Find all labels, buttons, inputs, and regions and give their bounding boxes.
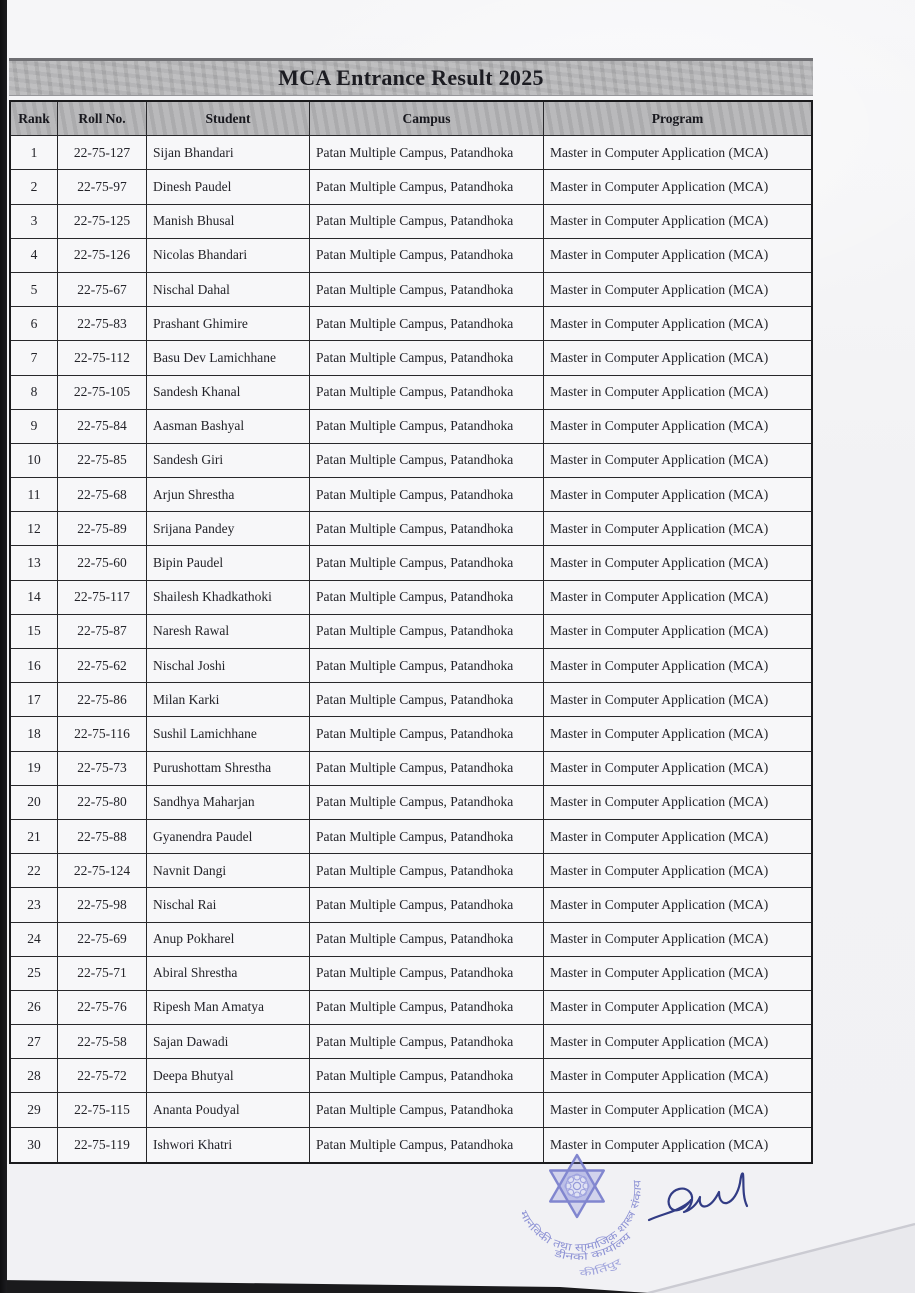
- student-cell: Deepa Bhutyal: [147, 1059, 310, 1093]
- program-cell: Master in Computer Application (MCA): [544, 752, 811, 786]
- column-header-rank: Rank: [11, 102, 58, 136]
- program-cell: Master in Computer Application (MCA): [544, 341, 811, 375]
- student-cell: Sandesh Khanal: [147, 376, 310, 410]
- office-stamp: [517, 1155, 644, 1279]
- roll-cell: 22-75-116: [58, 717, 147, 751]
- roll-cell: 22-75-73: [58, 752, 147, 786]
- rank-cell: 17: [11, 683, 58, 717]
- student-cell: Sandesh Giri: [147, 444, 310, 478]
- stamp-arc-text: मानविकी तथा सामाजिक शास्त्र संकाय: [517, 1181, 644, 1255]
- rank-cell: 22: [11, 854, 58, 888]
- campus-cell: Patan Multiple Campus, Patandhoka: [310, 888, 544, 922]
- program-cell: Master in Computer Application (MCA): [544, 410, 811, 444]
- rank-cell: 7: [11, 341, 58, 375]
- program-cell: Master in Computer Application (MCA): [544, 957, 811, 991]
- student-cell: Sandhya Maharjan: [147, 786, 310, 820]
- scan-edge-bottom: [0, 1280, 650, 1293]
- campus-cell: Patan Multiple Campus, Patandhoka: [310, 444, 544, 478]
- student-cell: Nischal Joshi: [147, 649, 310, 683]
- campus-cell: Patan Multiple Campus, Patandhoka: [310, 854, 544, 888]
- svg-text:डीनको कार्यालय: [552, 1231, 634, 1263]
- student-cell: Shailesh Khadkathoki: [147, 581, 310, 615]
- document-title: MCA Entrance Result 2025: [278, 65, 544, 90]
- roll-cell: 22-75-89: [58, 512, 147, 546]
- rank-cell: 25: [11, 957, 58, 991]
- campus-cell: Patan Multiple Campus, Patandhoka: [310, 546, 544, 580]
- roll-cell: 22-75-69: [58, 923, 147, 957]
- rank-cell: 10: [11, 444, 58, 478]
- program-cell: Master in Computer Application (MCA): [544, 581, 811, 615]
- six-pointed-star-icon: [550, 1155, 604, 1217]
- student-cell: Naresh Rawal: [147, 615, 310, 649]
- campus-cell: Patan Multiple Campus, Patandhoka: [310, 170, 544, 204]
- program-cell: Master in Computer Application (MCA): [544, 854, 811, 888]
- student-cell: Sajan Dawadi: [147, 1025, 310, 1059]
- program-cell: Master in Computer Application (MCA): [544, 273, 811, 307]
- student-cell: Srijana Pandey: [147, 512, 310, 546]
- campus-cell: Patan Multiple Campus, Patandhoka: [310, 1059, 544, 1093]
- student-cell: Gyanendra Paudel: [147, 820, 310, 854]
- roll-cell: 22-75-68: [58, 478, 147, 512]
- campus-cell: Patan Multiple Campus, Patandhoka: [310, 820, 544, 854]
- campus-cell: Patan Multiple Campus, Patandhoka: [310, 923, 544, 957]
- roll-cell: 22-75-60: [58, 546, 147, 580]
- roll-cell: 22-75-62: [58, 649, 147, 683]
- roll-cell: 22-75-83: [58, 307, 147, 341]
- rank-cell: 15: [11, 615, 58, 649]
- program-cell: Master in Computer Application (MCA): [544, 991, 811, 1025]
- roll-cell: 22-75-71: [58, 957, 147, 991]
- student-cell: Sushil Lamichhane: [147, 717, 310, 751]
- campus-cell: Patan Multiple Campus, Patandhoka: [310, 683, 544, 717]
- column-header-rollno: Roll No.: [58, 102, 147, 136]
- rank-cell: 6: [11, 307, 58, 341]
- program-cell: Master in Computer Application (MCA): [544, 478, 811, 512]
- campus-cell: Patan Multiple Campus, Patandhoka: [310, 376, 544, 410]
- program-cell: Master in Computer Application (MCA): [544, 683, 811, 717]
- results-table: [9, 100, 813, 1164]
- rank-cell: 1: [11, 136, 58, 170]
- roll-cell: 22-75-117: [58, 581, 147, 615]
- campus-cell: Patan Multiple Campus, Patandhoka: [310, 307, 544, 341]
- student-cell: Ananta Poudyal: [147, 1093, 310, 1127]
- column-header-campus: Campus: [310, 102, 544, 136]
- stamp-line2-text: डीनको कार्यालय: [553, 1232, 632, 1264]
- campus-cell: Patan Multiple Campus, Patandhoka: [310, 205, 544, 239]
- rank-cell: 21: [11, 820, 58, 854]
- program-cell: Master in Computer Application (MCA): [544, 1093, 811, 1127]
- rank-cell: 19: [11, 752, 58, 786]
- student-cell: Arjun Shrestha: [147, 478, 310, 512]
- roll-cell: 22-75-76: [58, 991, 147, 1025]
- student-cell: Nischal Rai: [147, 888, 310, 922]
- rank-cell: 5: [11, 273, 58, 307]
- program-cell: Master in Computer Application (MCA): [544, 820, 811, 854]
- svg-text:मानविकी तथा सामाजिक शास्त्र सं: [517, 1178, 644, 1254]
- rank-cell: 28: [11, 1059, 58, 1093]
- student-cell: Aasman Bashyal: [147, 410, 310, 444]
- rank-cell: 16: [11, 649, 58, 683]
- program-cell: Master in Computer Application (MCA): [544, 205, 811, 239]
- campus-cell: Patan Multiple Campus, Patandhoka: [310, 1025, 544, 1059]
- program-cell: Master in Computer Application (MCA): [544, 1025, 811, 1059]
- rank-cell: 27: [11, 1025, 58, 1059]
- program-cell: Master in Computer Application (MCA): [544, 717, 811, 751]
- campus-cell: Patan Multiple Campus, Patandhoka: [310, 752, 544, 786]
- rank-cell: 3: [11, 205, 58, 239]
- program-cell: Master in Computer Application (MCA): [544, 786, 811, 820]
- campus-cell: Patan Multiple Campus, Patandhoka: [310, 478, 544, 512]
- rank-cell: 2: [11, 170, 58, 204]
- program-cell: Master in Computer Application (MCA): [544, 170, 811, 204]
- student-cell: Dinesh Paudel: [147, 170, 310, 204]
- campus-cell: Patan Multiple Campus, Patandhoka: [310, 136, 544, 170]
- student-cell: Manish Bhusal: [147, 205, 310, 239]
- roll-cell: 22-75-125: [58, 205, 147, 239]
- roll-cell: 22-75-87: [58, 615, 147, 649]
- student-cell: Sijan Bhandari: [147, 136, 310, 170]
- student-cell: Ripesh Man Amatya: [147, 991, 310, 1025]
- scan-edge-left: [0, 0, 7, 1293]
- roll-cell: 22-75-67: [58, 273, 147, 307]
- roll-cell: 22-75-98: [58, 888, 147, 922]
- campus-cell: Patan Multiple Campus, Patandhoka: [310, 1128, 544, 1162]
- rank-cell: 14: [11, 581, 58, 615]
- roll-cell: 22-75-85: [58, 444, 147, 478]
- roll-cell: 22-75-124: [58, 854, 147, 888]
- student-cell: Ishwori Khatri: [147, 1128, 310, 1162]
- roll-cell: 22-75-127: [58, 136, 147, 170]
- roll-cell: 22-75-58: [58, 1025, 147, 1059]
- campus-cell: Patan Multiple Campus, Patandhoka: [310, 649, 544, 683]
- campus-cell: Patan Multiple Campus, Patandhoka: [310, 717, 544, 751]
- student-cell: Basu Dev Lamichhane: [147, 341, 310, 375]
- roll-cell: 22-75-115: [58, 1093, 147, 1127]
- rank-cell: 12: [11, 512, 58, 546]
- roll-cell: 22-75-119: [58, 1128, 147, 1162]
- campus-cell: Patan Multiple Campus, Patandhoka: [310, 581, 544, 615]
- program-cell: Master in Computer Application (MCA): [544, 239, 811, 273]
- rank-cell: 24: [11, 923, 58, 957]
- program-cell: Master in Computer Application (MCA): [544, 649, 811, 683]
- student-cell: Nicolas Bhandari: [147, 239, 310, 273]
- campus-cell: Patan Multiple Campus, Patandhoka: [310, 957, 544, 991]
- program-cell: Master in Computer Application (MCA): [550, 1136, 769, 1152]
- campus-cell: Patan Multiple Campus, Patandhoka: [310, 512, 544, 546]
- roll-cell: 22-75-80: [58, 786, 147, 820]
- campus-cell: Patan Multiple Campus, Patandhoka: [310, 239, 544, 273]
- program-cell: Master in Computer Application (MCA): [544, 376, 811, 410]
- rank-cell: 30: [11, 1128, 58, 1162]
- campus-cell: Patan Multiple Campus, Patandhoka: [310, 410, 544, 444]
- rank-cell: 23: [11, 888, 58, 922]
- roll-cell: 22-75-105: [58, 376, 147, 410]
- student-cell: Prashant Ghimire: [147, 307, 310, 341]
- paper-crease-line: [648, 1224, 915, 1293]
- rank-cell: 18: [11, 717, 58, 751]
- student-cell: Navnit Dangi: [147, 854, 310, 888]
- rank-cell: 4: [11, 239, 58, 273]
- campus-cell: Patan Multiple Campus, Patandhoka: [310, 273, 544, 307]
- student-cell: Purushottam Shrestha: [147, 752, 310, 786]
- program-cell: Master in Computer Application (MCA): [544, 512, 811, 546]
- rank-cell: 11: [11, 478, 58, 512]
- rank-cell: 29: [11, 1093, 58, 1127]
- program-cell: Master in Computer Application (MCA): [544, 546, 811, 580]
- rank-cell: 9: [11, 410, 58, 444]
- student-cell: Bipin Paudel: [147, 546, 310, 580]
- program-cell: Master in Computer Application (MCA): [544, 1059, 811, 1093]
- program-cell: Master in Computer Application (MCA): [544, 888, 811, 922]
- program-cell: Master in Computer Application (MCA): [544, 444, 811, 478]
- roll-cell: 22-75-88: [58, 820, 147, 854]
- handwritten-signature: [649, 1173, 747, 1220]
- roll-cell: 22-75-72: [58, 1059, 147, 1093]
- program-cell: Master in Computer Application (MCA): [544, 615, 811, 649]
- rank-cell: 20: [11, 786, 58, 820]
- roll-cell: 22-75-126: [58, 239, 147, 273]
- campus-cell: Patan Multiple Campus, Patandhoka: [310, 786, 544, 820]
- program-cell: Master in Computer Application (MCA): [544, 307, 811, 341]
- column-header-student: Student: [147, 102, 310, 136]
- rank-cell: 8: [11, 376, 58, 410]
- column-header-program: Program: [544, 102, 811, 136]
- stamp-line3-text: कीर्तिपुर: [579, 1258, 622, 1280]
- campus-cell: Patan Multiple Campus, Patandhoka: [310, 1093, 544, 1127]
- campus-cell: Patan Multiple Campus, Patandhoka: [310, 341, 544, 375]
- paper-crease-shade: [648, 1224, 915, 1293]
- roll-cell: 22-75-97: [58, 170, 147, 204]
- campus-cell: Patan Multiple Campus, Patandhoka: [310, 991, 544, 1025]
- student-cell: Milan Karki: [147, 683, 310, 717]
- program-cell: Master in Computer Application (MCA): [544, 923, 811, 957]
- roll-cell: 22-75-86: [58, 683, 147, 717]
- rank-cell: 26: [11, 991, 58, 1025]
- rank-cell: 13: [11, 546, 58, 580]
- roll-cell: 22-75-84: [58, 410, 147, 444]
- student-cell: Nischal Dahal: [147, 273, 310, 307]
- student-cell: Abiral Shrestha: [147, 957, 310, 991]
- svg-text:कीर्तिपुर: [579, 1256, 625, 1279]
- program-cell: Master in Computer Application (MCA): [544, 136, 811, 170]
- campus-cell: Patan Multiple Campus, Patandhoka: [310, 615, 544, 649]
- roll-cell: 22-75-112: [58, 341, 147, 375]
- student-cell: Anup Pokharel: [147, 923, 310, 957]
- document-title-bar: [9, 58, 813, 96]
